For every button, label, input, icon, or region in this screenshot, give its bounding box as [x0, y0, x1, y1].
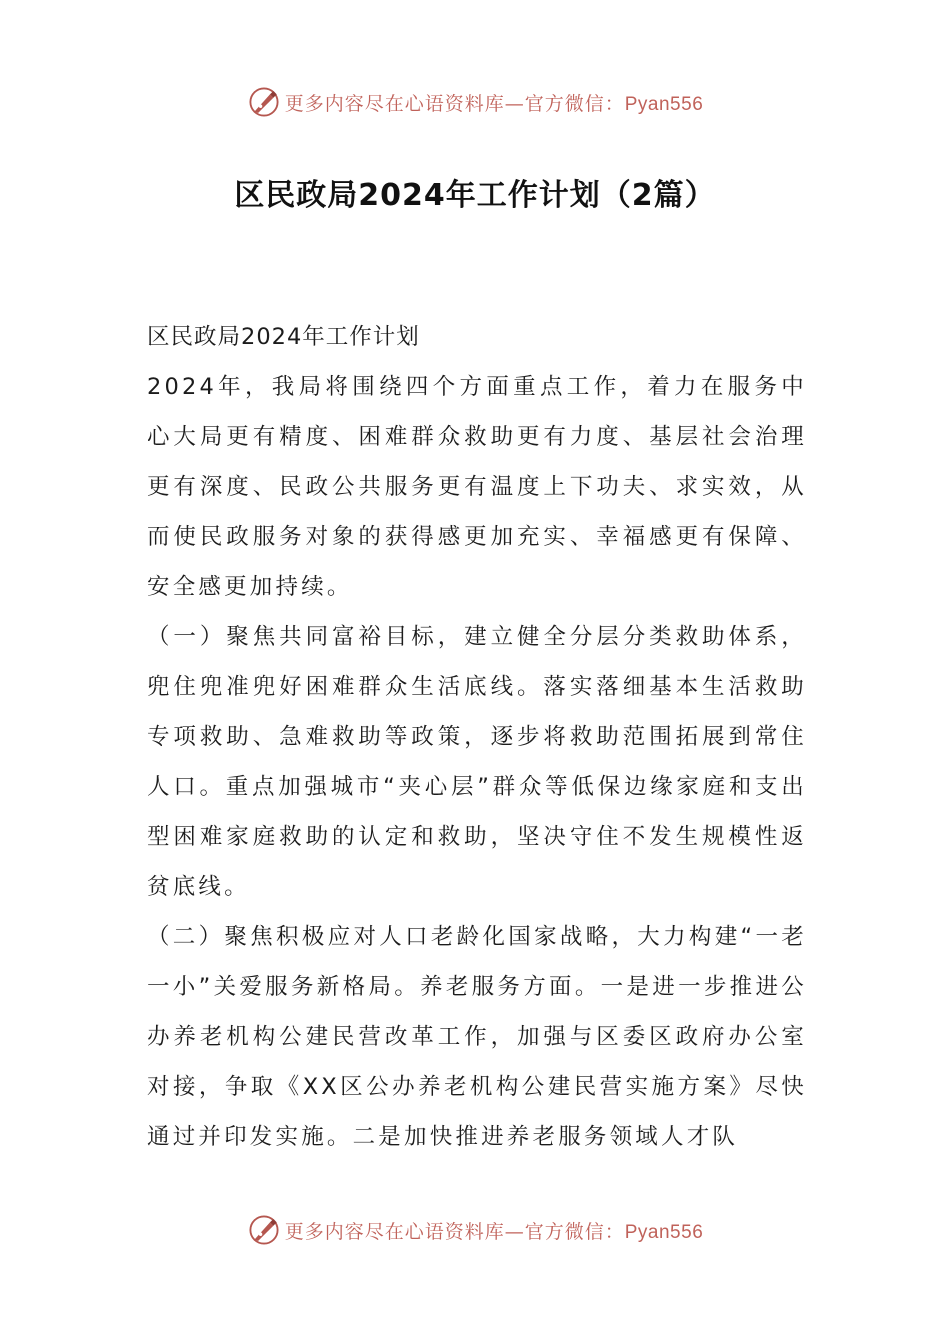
- page-title: 区民政局2024年工作计划（2篇）: [234, 178, 716, 213]
- document-body: [147, 312, 807, 1162]
- footer-watermark: [0, 1210, 950, 1250]
- watermark-handle: Pyan556: [624, 1221, 704, 1243]
- pen-nib-logo-icon: [247, 1213, 281, 1247]
- paragraph-section-1: （一）聚焦共同富裕目标，建立健全分层分类救助体系，兜住兜准兜好困难群众生活底线。落实落细基本生活救助专项救助、急难救助等政策，逐步将救助范围拓展到常住人口。重点加强城市“夹心层”群众等低保边缘家庭和支出型困难家庭救助的认定和救助，坚决守住不发生规模性返贫底线。: [147, 624, 807, 900]
- watermark-handle: Pyan556: [624, 93, 704, 115]
- header-watermark: [0, 82, 950, 122]
- pen-nib-logo-icon: [247, 85, 281, 119]
- paragraph-section-2: （二）聚焦积极应对人口老龄化国家战略，大力构建“一老一小”关爱服务新格局。养老服务方面。一是进一步推进公办养老机构公建民营改革工作，加强与区委区政府办公室对接，争取《XX区公办养老机构公建民营实施方案》尽快通过并印发实施。二是加快推进养老服务领域人才队: [147, 924, 807, 1150]
- paragraph-intro: 2024年，我局将围绕四个方面重点工作，着力在服务中心大局更有精度、困难群众救助更有力度、基层社会治理更有深度、民政公共服务更有温度上下功夫、求实效，从而使民政服务对象的获得感更加充实、幸福感更有保障、安全感更加持续。: [147, 374, 807, 600]
- section-heading: 区民政局2024年工作计划: [147, 324, 420, 350]
- watermark-text: 更多内容尽在心语资料库—官方微信：Pyan556: [284, 92, 704, 115]
- watermark-text: 更多内容尽在心语资料库—官方微信：Pyan556: [284, 1220, 704, 1243]
